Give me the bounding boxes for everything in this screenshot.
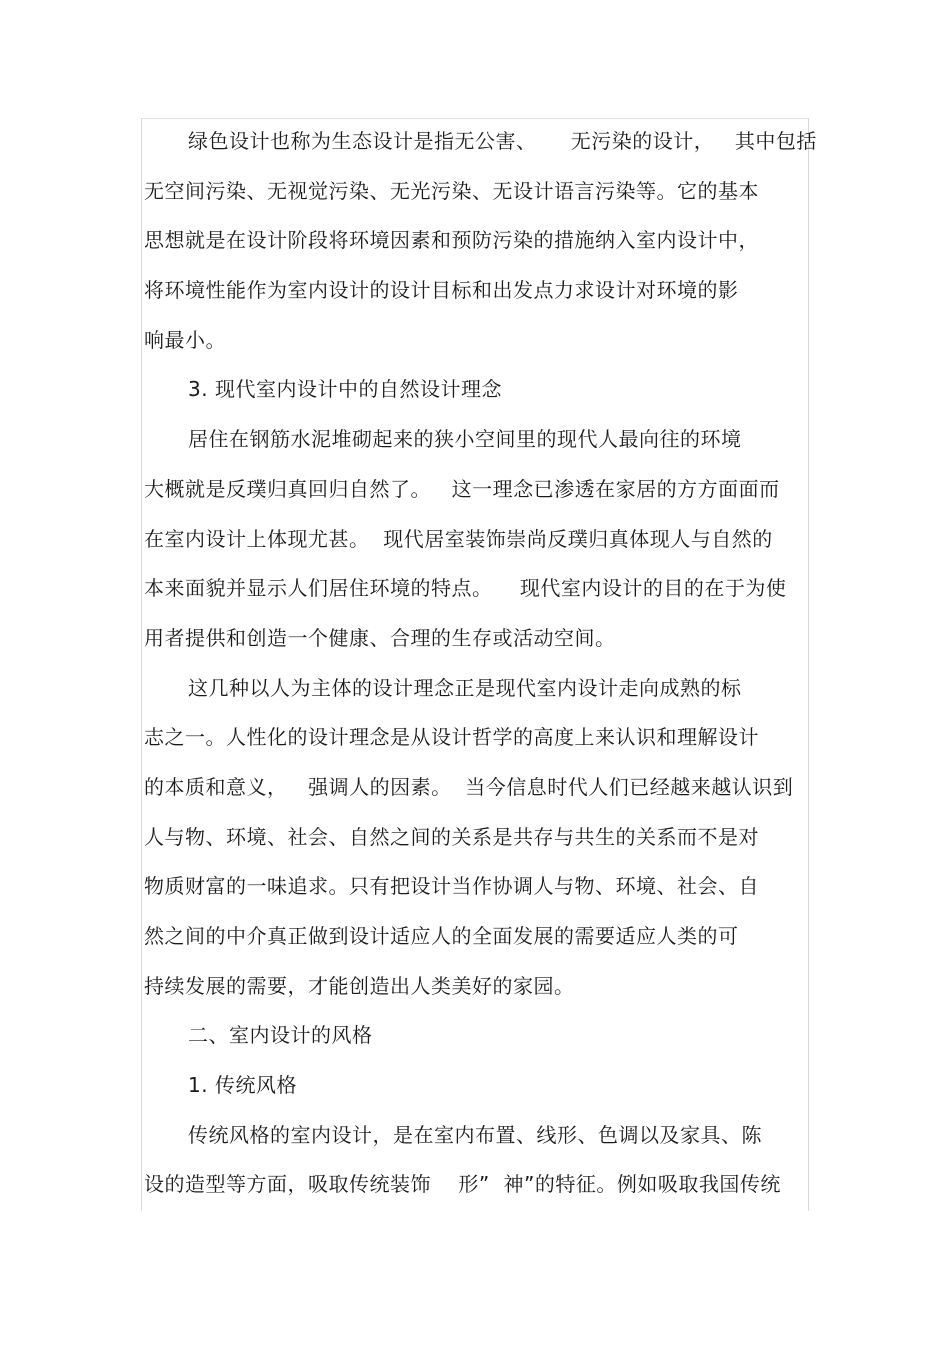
text-line: 将环境性能作为室内设计的设计目标和出发点力求设计对环境的影 [144, 278, 739, 303]
text-line: 然之间的中介真正做到设计适应人的全面发展的需要适应人类的可 [144, 924, 739, 948]
text-line: 设的造型等方面，吸取传统装饰 形” 神”的特征。例如吸取我国传统 [144, 1172, 781, 1197]
text-line: 在室内设计上体现尤甚。 现代居室装饰崇尚反璞归真体现人与自然的 [144, 526, 773, 551]
text-line: 人与物、环境、社会、自然之间的关系是共存与共生的关系而不是对 [144, 824, 759, 849]
text-line: 志之一。人性化的设计理念是从设计哲学的高度上来认识和理解设计 [144, 725, 759, 750]
document-body [144, 117, 944, 1210]
text-line: 的本质和意义， 强调人的因素。 当今信息时代人们已经越来越认识到 [144, 774, 794, 799]
text-line: 用者提供和创造一个健康、合理的生存或活动空间。 [144, 625, 616, 650]
text-line: 居住在钢筋水泥堆砌起来的狭小空间里的现代人最向往的环境 [188, 427, 742, 452]
text-line: 1. 传统风格 [188, 1073, 297, 1098]
text-line: 本来面貌并显示人们居住环境的特点。 现代室内设计的目的在于为使 [144, 576, 787, 601]
text-line: 响最小。 [144, 327, 226, 352]
text-line: 这几种以人为主体的设计理念正是现代室内设计走向成熟的标 [188, 675, 742, 700]
text-line: 持续发展的需要，才能创造出人类美好的家园。 [144, 973, 575, 998]
text-line: 物质财富的一味追求。只有把设计当作协调人与物、环境、社会、自 [144, 874, 759, 899]
text-line: 3. 现代室内设计中的自然设计理念 [188, 377, 502, 402]
text-line: 二、室内设计的风格 [188, 1023, 373, 1048]
text-line: 传统风格的室内设计，是在室内布置、线形、色调以及家具、陈 [188, 1122, 762, 1147]
text-line: 绿色设计也称为生态设计是指无公害、 无污染的设计， 其中包括 [188, 129, 817, 153]
text-line: 无空间污染、无视觉污染、无光污染、无设计语言污染等。它的基本 [144, 178, 759, 203]
text-line: 思想就是在设计阶段将环境因素和预防污染的措施纳入室内设计中， [144, 228, 759, 253]
text-line: 大概就是反璞归真回归自然了。 这一理念已渗透在家居的方方面面而 [144, 476, 780, 501]
